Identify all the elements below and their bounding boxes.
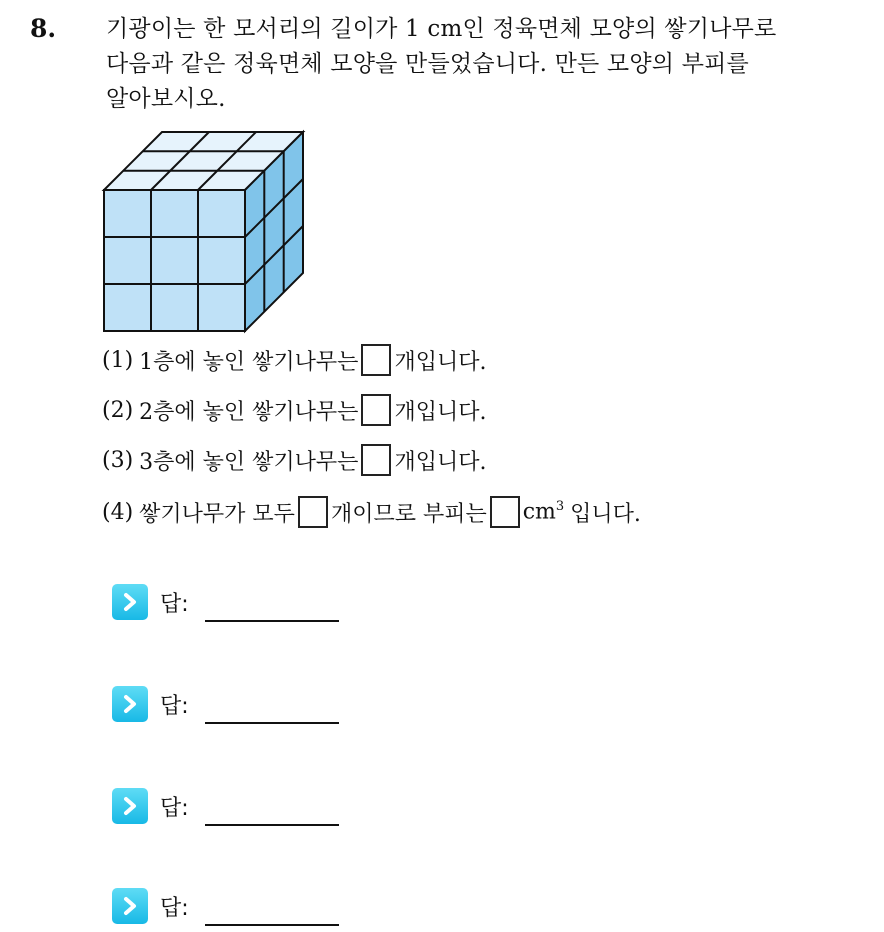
arrow-right-icon bbox=[112, 584, 148, 620]
answer-blank-box[interactable] bbox=[298, 496, 328, 528]
subquestion-text: 쌓기나무가 모두 bbox=[139, 501, 295, 527]
subquestion-suffix: 입니다. bbox=[570, 501, 641, 527]
answer-label: 답: bbox=[160, 895, 189, 921]
cube-front-face bbox=[104, 190, 245, 331]
answer-label: 답: bbox=[160, 591, 189, 617]
arrow-right-icon bbox=[112, 788, 148, 824]
answer-row-1 bbox=[112, 582, 339, 622]
subquestion-suffix: 개입니다. bbox=[394, 349, 487, 375]
cube-stack-figure bbox=[100, 128, 310, 338]
subquestion-suffix: 개입니다. bbox=[394, 449, 487, 475]
prompt-line-3: 알아보시오. bbox=[106, 86, 226, 112]
subquestion-text: 2층에 놓인 쌓기나무는 bbox=[139, 399, 359, 425]
volume-unit: $cm^3$ bbox=[522, 499, 565, 525]
arrow-right-icon bbox=[112, 686, 148, 722]
question-number: 8. bbox=[30, 14, 57, 43]
answer-line[interactable] bbox=[205, 620, 339, 622]
prompt-line-1: 기광이는 한 모서리의 길이가 1 cm인 정육면체 모양의 쌓기나무로 bbox=[106, 16, 777, 42]
answer-line[interactable] bbox=[205, 824, 339, 826]
subquestion-text: 1층에 놓인 쌓기나무는 bbox=[139, 349, 359, 375]
answer-blank-box[interactable] bbox=[361, 444, 391, 476]
subquestion-middle: 개이므로 부피는 bbox=[330, 501, 487, 527]
subquestion-2 bbox=[102, 394, 486, 426]
subquestion-3 bbox=[102, 444, 486, 476]
prompt-line-2: 다음과 같은 정육면체 모양을 만들었습니다. 만든 모양의 부피를 bbox=[106, 51, 749, 77]
answer-blank-box[interactable] bbox=[361, 344, 391, 376]
answer-line[interactable] bbox=[205, 924, 339, 926]
subquestion-text: 3층에 놓인 쌓기나무는 bbox=[139, 449, 359, 475]
answer-row-4 bbox=[112, 886, 339, 926]
answer-blank-box[interactable] bbox=[361, 394, 391, 426]
answer-row-2 bbox=[112, 684, 339, 724]
answer-blank-box[interactable] bbox=[490, 496, 520, 528]
subquestion-4 bbox=[102, 496, 641, 528]
answer-row-3 bbox=[112, 786, 339, 826]
answer-line[interactable] bbox=[205, 722, 339, 724]
subquestion-number: (3) bbox=[102, 447, 134, 473]
subquestion-number: (1) bbox=[102, 347, 134, 373]
subquestion-number: (2) bbox=[102, 397, 134, 423]
question-prompt bbox=[106, 12, 866, 117]
arrow-right-icon bbox=[112, 888, 148, 924]
subquestion-number: (4) bbox=[102, 499, 134, 525]
answer-label: 답: bbox=[160, 693, 189, 719]
subquestion-1 bbox=[102, 344, 486, 376]
subquestion-suffix: 개입니다. bbox=[394, 399, 487, 425]
answer-label: 답: bbox=[160, 795, 189, 821]
